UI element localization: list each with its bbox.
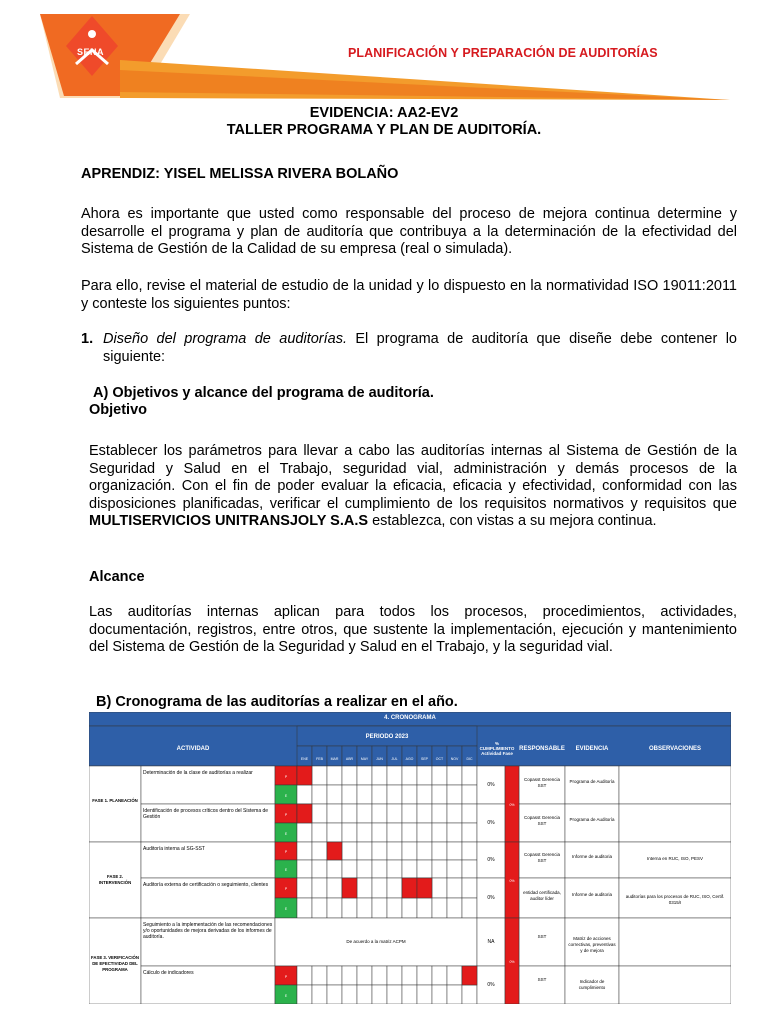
month-cell-exec	[327, 898, 342, 918]
month-cell-plan	[372, 966, 387, 985]
objective-text-end: establezca, con vistas a su mejora continua.	[368, 513, 657, 529]
phase-label: FASE 1. PLANEACIÓN	[92, 798, 138, 803]
month-cell-exec	[387, 898, 402, 918]
responsible-cell	[519, 918, 565, 966]
observations-cell	[619, 966, 731, 1004]
month-cell-exec	[312, 823, 327, 842]
month-cell-exec	[387, 985, 402, 1004]
phase-label: FASE 2. INTERVENCIÓN	[98, 874, 132, 885]
planned-month-marker	[297, 766, 312, 785]
evidence-value: Indicador de cumplimiento	[578, 979, 606, 990]
month-cell-exec	[417, 860, 432, 878]
evidence-value: Informe de auditoria	[571, 892, 613, 897]
col-compliance: % CUMPLIMIENTO Actividad Fase	[479, 741, 515, 756]
month-cell-exec	[432, 785, 447, 804]
month-cell-plan	[387, 878, 402, 898]
month-cell-plan	[342, 966, 357, 985]
month-cell-exec	[447, 823, 462, 842]
month-cell-plan	[432, 842, 447, 860]
month-cell-plan	[417, 966, 432, 985]
schedule-title: 4. CRONOGRAMA	[384, 715, 436, 721]
month-cell-plan	[462, 766, 477, 785]
responsible-value: Copasst Gerencia SST	[523, 815, 561, 826]
month-cell-plan	[357, 804, 372, 823]
planned-month-marker	[297, 804, 312, 823]
responsible-cell	[519, 966, 565, 1004]
month-label: MAY	[360, 757, 369, 761]
month-cell-exec	[462, 985, 477, 1004]
month-cell-exec	[417, 898, 432, 918]
plan-marker-label: P	[284, 887, 288, 891]
month-cell-exec	[432, 860, 447, 878]
section-b-heading: B) Cronograma de las auditorías a realizar en el año.	[96, 694, 458, 710]
month-cell-plan	[432, 878, 447, 898]
month-cell-plan	[387, 766, 402, 785]
col-responsible: RESPONSABLE	[519, 746, 565, 752]
schedule-table	[89, 712, 731, 1004]
col-activity: ACTIVIDAD	[176, 746, 210, 752]
month-cell-exec	[462, 898, 477, 918]
month-label: JUN	[376, 757, 383, 761]
month-cell-exec	[342, 898, 357, 918]
scope-heading: Alcance	[89, 569, 145, 585]
responsible-value: entidad certificada, auditor líder	[523, 890, 561, 901]
month-cell-exec	[342, 985, 357, 1004]
plan-marker-label: P	[284, 850, 288, 854]
list-item-heading: Diseño del programa de auditorías.	[103, 331, 347, 347]
evidence-title: EVIDENCIA: AA2-EV2	[309, 105, 459, 121]
compliance-value: 0%	[487, 857, 495, 863]
month-cell-plan	[447, 804, 462, 823]
month-cell-plan	[417, 842, 432, 860]
month-cell-plan	[447, 878, 462, 898]
month-cell-plan	[387, 966, 402, 985]
activity-label: Auditoría interna al SG-SST	[143, 846, 205, 852]
month-cell-exec	[357, 823, 372, 842]
observations-cell	[619, 766, 731, 804]
month-cell-exec	[417, 823, 432, 842]
activity-label: Seguimiento a la implementación de las recomendaciones y/o oportunidades de mejora derivadas de los informes de auditoría.	[143, 922, 273, 940]
month-cell-exec	[417, 785, 432, 804]
month-label: AGO	[405, 757, 414, 761]
month-label: NOV	[450, 757, 459, 761]
month-cell-plan	[312, 966, 327, 985]
compliance-value: 0%	[487, 895, 495, 901]
col-evidence: EVIDENCIA	[575, 746, 609, 752]
month-cell-exec	[447, 898, 462, 918]
activity-label: Identificación de procesos críticos dentro del Sistema de Gestión	[143, 808, 269, 820]
month-cell-plan	[402, 966, 417, 985]
month-cell-exec	[372, 860, 387, 878]
logo-text: SENA	[77, 47, 105, 57]
month-cell-exec	[372, 898, 387, 918]
month-cell-exec	[312, 785, 327, 804]
evidence-cell	[565, 842, 619, 878]
intro-paragraph: Ahora es importante que usted como responsable del proceso de mejora continua determine y desarrolle el programa y plan de auditoría que contribuya a la determinación de la efectividad del Sistema de Gestión de la Calidad de su empresa (real o simulada).	[81, 206, 737, 257]
evidence-value: Matriz de acciones correctivas, preventivas y de mejora	[568, 936, 616, 953]
month-cell-plan	[312, 878, 327, 898]
header-title: PLANIFICACIÓN Y PREPARACIÓN DE AUDITORÍAS	[348, 46, 658, 60]
month-cell-plan	[432, 804, 447, 823]
responsible-value: SST	[537, 934, 547, 939]
month-cell-exec	[327, 985, 342, 1004]
month-cell-plan	[372, 842, 387, 860]
phase-compliance-value: 0%	[509, 879, 515, 883]
month-cell-exec	[312, 985, 327, 1004]
month-cell-exec	[402, 860, 417, 878]
compliance-value: 0%	[487, 820, 495, 826]
plan-marker-label: P	[284, 774, 288, 779]
observations-cell	[619, 804, 731, 842]
month-cell-plan	[357, 766, 372, 785]
month-cell-plan	[387, 804, 402, 823]
planned-month-marker	[462, 966, 477, 985]
month-cell-exec	[342, 860, 357, 878]
month-cell-plan	[402, 842, 417, 860]
phase-compliance-value: 0%	[509, 803, 515, 807]
exec-marker-label: E	[284, 907, 288, 911]
month-cell-plan	[402, 766, 417, 785]
month-cell-plan	[432, 966, 447, 985]
col-observations: OBSERVACIONES	[648, 746, 702, 752]
month-cell-exec	[417, 985, 432, 1004]
activity-label: Cálculo de indicadores	[143, 970, 194, 976]
plan-marker-label: P	[284, 812, 288, 817]
month-cell-plan	[312, 804, 327, 823]
student-name: APRENDIZ: YISEL MELISSA RIVERA BOLAÑO	[81, 166, 399, 182]
month-cell-exec	[327, 860, 342, 878]
planned-month-marker	[417, 878, 432, 898]
month-cell-plan	[342, 804, 357, 823]
month-cell-exec	[342, 785, 357, 804]
scope-paragraph: Las auditorías internas aplican para todos los procesos, procedimientos, actividades, documentación, registros, entre otros, que sustente la implementación, ejecución y mantenimiento del Sistema de Gestión de la Seguridad y Salud en el Trabajo, y la seguridad vial.	[89, 604, 737, 655]
month-cell-exec	[327, 823, 342, 842]
company-name: MULTISERVICIOS UNITRANSJOLY S.A.S	[89, 513, 369, 529]
month-cell-exec	[372, 985, 387, 1004]
month-cell-exec	[402, 898, 417, 918]
month-cell-exec	[462, 785, 477, 804]
list-item-text: El programa de auditoría que diseñe debe contener lo siguiente:	[103, 331, 737, 365]
instructions-paragraph: Para ello, revise el material de estudio de la unidad y lo dispuesto en la normatividad ISO 19011:2011 y conteste los siguientes puntos:	[81, 278, 737, 312]
month-cell-plan	[312, 842, 327, 860]
month-cell-exec	[357, 785, 372, 804]
evidence-value: Programa de Auditoría	[569, 779, 615, 784]
month-cell-plan	[447, 966, 462, 985]
month-cell-plan	[357, 878, 372, 898]
note-label: De acuerdo a la matriz ACPM	[346, 939, 406, 944]
month-cell-plan	[312, 766, 327, 785]
activity-label: Determinación de la clase de auditorías a realizar	[143, 770, 253, 776]
month-label: JUL	[391, 757, 398, 761]
responsible-value: SST	[537, 977, 547, 982]
month-cell-exec	[312, 860, 327, 878]
evidence-cell	[565, 766, 619, 804]
phase-compliance-value: 0%	[509, 960, 515, 964]
month-cell-exec	[387, 785, 402, 804]
responsible-value: Copasst Gerencia SST	[523, 852, 561, 863]
observations-value: auditorías para los procesos de RUC, ISO, Certif. 0315/I	[625, 894, 725, 905]
exec-marker-label: E	[284, 868, 288, 872]
page-header	[0, 0, 768, 110]
month-cell-plan	[372, 878, 387, 898]
list-number: 1.	[81, 331, 94, 347]
exec-marker-label: E	[284, 793, 288, 798]
objective-heading: Objetivo	[89, 402, 148, 418]
month-cell-exec	[432, 985, 447, 1004]
phase-label: FASE 3. VERIFICACIÓN DE EFECTIVIDAD DEL PROGRAMA	[91, 955, 139, 972]
month-cell-plan	[372, 804, 387, 823]
month-cell-plan	[447, 766, 462, 785]
compliance-value: 0%	[487, 982, 495, 988]
month-cell-exec	[447, 985, 462, 1004]
month-cell-plan	[432, 766, 447, 785]
month-label: SEP	[420, 757, 428, 761]
month-cell-plan	[342, 766, 357, 785]
evidence-value: Informe de auditoria	[571, 854, 613, 859]
exec-marker-label: E	[284, 831, 288, 836]
month-cell-exec	[462, 860, 477, 878]
month-cell-exec	[402, 823, 417, 842]
month-cell-plan	[402, 804, 417, 823]
month-cell-plan	[372, 766, 387, 785]
month-cell-plan	[462, 842, 477, 860]
evidence-cell	[565, 804, 619, 842]
planned-month-marker	[402, 878, 417, 898]
month-cell-plan	[327, 804, 342, 823]
evidence-cell	[565, 878, 619, 918]
workshop-title: TALLER PROGRAMA Y PLAN DE AUDITORÍA.	[226, 122, 542, 138]
month-cell-exec	[432, 823, 447, 842]
col-period: PERIODO 2023	[365, 734, 409, 740]
exec-marker-label: E	[284, 993, 288, 998]
objective-paragraph	[89, 443, 737, 531]
month-cell-exec	[312, 898, 327, 918]
plan-marker-label: P	[284, 974, 288, 979]
month-cell-exec	[372, 823, 387, 842]
month-label: FEB	[316, 757, 323, 761]
month-cell-exec	[432, 898, 447, 918]
month-cell-exec	[297, 898, 312, 918]
month-cell-exec	[297, 823, 312, 842]
month-cell-exec	[402, 985, 417, 1004]
month-cell-plan	[417, 766, 432, 785]
month-cell-exec	[372, 785, 387, 804]
month-cell-plan	[297, 966, 312, 985]
month-cell-exec	[357, 985, 372, 1004]
responsible-value: Copasst Gerencia SST	[523, 777, 561, 788]
month-cell-exec	[462, 823, 477, 842]
month-cell-plan	[327, 966, 342, 985]
month-cell-plan	[417, 804, 432, 823]
month-cell-plan	[357, 966, 372, 985]
month-cell-plan	[297, 842, 312, 860]
activity-label: Auditoría externa de certificación o seguimiento, clientes	[143, 882, 269, 888]
month-cell-plan	[387, 842, 402, 860]
month-cell-plan	[462, 878, 477, 898]
month-cell-plan	[342, 842, 357, 860]
month-label: DIC	[466, 757, 473, 761]
month-cell-exec	[447, 785, 462, 804]
month-cell-plan	[462, 804, 477, 823]
objective-text: Establecer los parámetros para llevar a cabo las auditorías internas al Sistema de Gestión de la Seguridad y Salud en el Trabajo, seguridad vial, administración y demás procesos de la organización. Con el fin de poder evaluar la eficacia, eficacia y efectividad, conformidad con las disposiciones planificadas, verificar el cumplimiento de los requisitos normativos y requisitos que	[89, 443, 737, 512]
section-a-heading: A) Objetivos y alcance del programa de auditoría.	[93, 385, 434, 401]
planned-month-marker	[342, 878, 357, 898]
month-cell-exec	[387, 823, 402, 842]
month-cell-exec	[327, 785, 342, 804]
month-cell-plan	[327, 766, 342, 785]
observations-cell	[619, 918, 731, 966]
month-cell-plan	[327, 878, 342, 898]
month-cell-plan	[357, 842, 372, 860]
month-cell-exec	[297, 785, 312, 804]
evidence-value: Programa de Auditoría	[569, 817, 615, 822]
month-cell-exec	[402, 785, 417, 804]
month-cell-exec	[342, 823, 357, 842]
compliance-value: NA	[487, 939, 495, 945]
month-label: ABR	[345, 757, 354, 761]
month-cell-exec	[447, 860, 462, 878]
list-item-1	[81, 331, 737, 366]
month-cell-exec	[357, 898, 372, 918]
phase-cell	[89, 766, 141, 842]
month-cell-exec	[297, 860, 312, 878]
planned-month-marker	[327, 842, 342, 860]
observations-value: Interna en RUC, ISO, PESV	[646, 856, 704, 861]
month-label: ENE	[300, 757, 309, 761]
month-cell-plan	[297, 878, 312, 898]
month-label: OCT	[435, 757, 444, 761]
month-cell-exec	[387, 860, 402, 878]
month-cell-exec	[297, 985, 312, 1004]
month-cell-exec	[357, 860, 372, 878]
month-label: MAR	[330, 757, 339, 761]
compliance-value: 0%	[487, 782, 495, 788]
month-cell-plan	[447, 842, 462, 860]
